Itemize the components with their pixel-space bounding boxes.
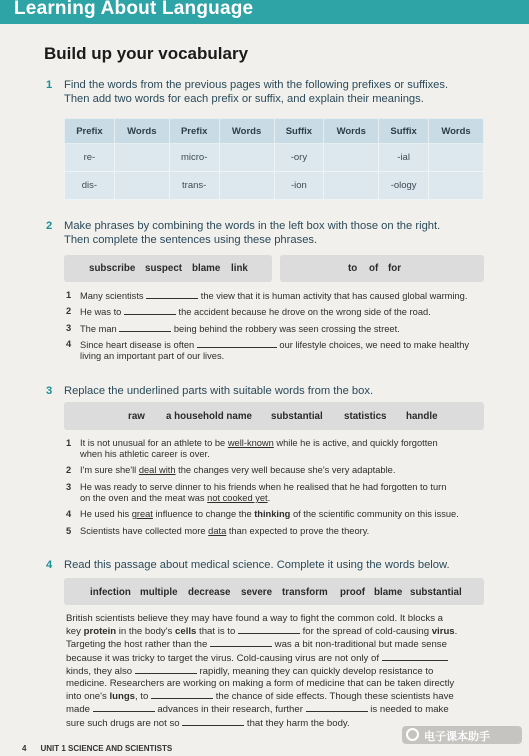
word-chip: raw: [128, 411, 145, 422]
word-chip: link: [231, 263, 248, 274]
sentence-text: on the oven and the meat was: [80, 493, 208, 503]
sentence-number: 2: [66, 306, 72, 316]
bold-word: lungs: [109, 691, 136, 703]
question-number: 4: [46, 559, 53, 571]
answer-blank[interactable]: [210, 638, 272, 647]
sentence-number: 1: [66, 438, 72, 448]
unit-title: UNIT 1 SCIENCE AND SCIENTISTS: [40, 744, 173, 753]
answer-blank[interactable]: [182, 717, 244, 726]
passage-line: kinds, they also rapidly, meaning they can quickly develop resistance to: [66, 665, 434, 677]
table-header: Suffix: [274, 119, 324, 144]
table-cell-input[interactable]: [114, 144, 169, 172]
word-box-left: [64, 255, 272, 282]
word-chip: transform: [282, 587, 328, 598]
sentence-number: 1: [66, 290, 72, 300]
prefix-suffix-table: [64, 118, 484, 200]
question-text: Then complete the sentences using these phrases.: [64, 234, 318, 246]
sentence-text: influence to change the: [152, 509, 255, 519]
word-chip: proof: [340, 587, 366, 598]
word-box: [64, 402, 484, 430]
table-cell: micro-: [169, 144, 219, 172]
table-header-row: [65, 119, 484, 144]
sentence-text: when his athletic career is over.: [80, 449, 210, 459]
word-chip: statistics: [344, 411, 387, 422]
answer-blank[interactable]: [306, 703, 368, 712]
table-cell-input[interactable]: [429, 172, 484, 200]
passage-line: because it was tricky to target the virus. Cold-causing virus are not only of: [66, 652, 488, 665]
answer-blank[interactable]: [146, 290, 198, 299]
table-cell: re-: [65, 144, 115, 172]
word-chip: of: [369, 263, 379, 274]
sentence-text: of the scientific community on this issue.: [290, 509, 459, 519]
sentence-number: 5: [66, 526, 72, 536]
answer-blank[interactable]: [119, 323, 171, 332]
page-header: [0, 0, 529, 24]
table-header: Words: [219, 119, 274, 144]
table-header: Prefix: [169, 119, 219, 144]
sentence-number: 2: [66, 465, 72, 475]
table-row: [65, 172, 484, 200]
bold-word: thinking: [254, 509, 291, 519]
sentence-number: 3: [66, 323, 72, 333]
underlined-phrase: great: [131, 509, 153, 519]
table-row: [65, 144, 484, 172]
word-chip: multiple: [140, 587, 178, 598]
table-cell-input[interactable]: [429, 144, 484, 172]
page-footer: [22, 744, 172, 753]
word-chip: for: [388, 263, 402, 274]
table-cell: -ory: [274, 144, 324, 172]
table-cell-input[interactable]: [324, 172, 379, 200]
table-header: Prefix: [65, 119, 115, 144]
sentence-number: 3: [66, 482, 72, 492]
question-number: 1: [46, 79, 53, 91]
watermark-text: 电子课本助手: [424, 731, 490, 743]
question-number: 2: [46, 220, 53, 232]
sentence-number: 4: [66, 339, 72, 349]
answer-blank[interactable]: [197, 339, 277, 348]
question-text: Find the words from the previous pages with the following prefixes or suffixes.: [64, 79, 449, 91]
table-cell: -ion: [274, 172, 324, 200]
sentence-text: our lifestyle choices, we need to make healthy: [279, 340, 470, 350]
passage-line: made advances in their research, further is needed to make: [66, 704, 449, 716]
sentence-text: He was to: [80, 307, 122, 317]
section-title: Build up your vocabulary: [44, 44, 249, 63]
sentence-text: He used his: [80, 509, 132, 519]
word-chip: blame: [374, 587, 403, 598]
sentence-text: than expected to prove the theory.: [226, 526, 370, 536]
bold-word: protein: [83, 626, 117, 638]
answer-blank[interactable]: [93, 703, 155, 712]
underlined-phrase: data: [208, 526, 227, 536]
word-chip: suspect: [145, 263, 183, 274]
passage-line: Targeting the host rather than the was a bit non-traditional but made sense: [66, 639, 447, 651]
table-cell-input[interactable]: [219, 172, 274, 200]
word-chip: handle: [406, 411, 438, 422]
sentence-text: living an important part of our lives.: [80, 351, 225, 361]
table-header: Suffix: [379, 119, 429, 144]
question-text: Make phrases by combining the words in the left box with those on the right.: [64, 220, 441, 232]
table-cell: dis-: [65, 172, 115, 200]
table-header: Words: [429, 119, 484, 144]
table-cell-input[interactable]: [114, 172, 169, 200]
sentence-text: It is not unusual for an athlete to be: [80, 438, 228, 448]
answer-blank[interactable]: [151, 690, 213, 699]
sentence-text: the changes very well because she's very adaptable.: [175, 465, 396, 475]
reading-passage: [66, 613, 488, 730]
table-header: Words: [114, 119, 169, 144]
word-chip: subscribe: [89, 263, 136, 274]
table-cell: -ology: [379, 172, 429, 200]
passage-line: medicine. Researchers are working on making a form of medicine that can be taken directly: [66, 678, 455, 690]
word-box: [64, 578, 484, 605]
underlined-phrase: well-known: [227, 438, 274, 448]
table-cell: -ial: [379, 144, 429, 172]
chat-bubble-icon: [406, 728, 419, 741]
word-chip: a household name: [166, 411, 253, 422]
watermark: [402, 726, 522, 744]
sentence-text: He was ready to serve dinner to his friends when he realised that he had forgotten to turn: [80, 482, 447, 492]
table-cell-input[interactable]: [219, 144, 274, 172]
passage-line: key protein in the body's cells that is to for the spread of cold-causing virus.: [66, 626, 458, 638]
table-header: Words: [324, 119, 379, 144]
header-title: Learning About Language: [14, 0, 254, 19]
sentence-number: 4: [66, 509, 72, 519]
underlined-phrase: not cooked yet: [207, 493, 268, 503]
bold-word: virus: [431, 626, 455, 638]
question-text: Then add two words for each prefix or suffix, and explain their meanings.: [64, 93, 424, 105]
underlined-phrase: deal with: [138, 465, 176, 475]
table-cell: trans-: [169, 172, 219, 200]
word-box-right: [280, 255, 484, 282]
word-chip: blame: [192, 263, 221, 274]
passage-line: British scientists believe they may have found a way to fight the common cold. It blocks a: [66, 613, 444, 624]
sentence-text: while he is active, and quickly forgotten: [273, 438, 438, 448]
sentence-text: The man: [80, 324, 117, 334]
answer-blank[interactable]: [382, 652, 448, 661]
word-chip: to: [348, 263, 358, 274]
word-chip: infection: [90, 587, 131, 598]
table-cell-input[interactable]: [324, 144, 379, 172]
word-chip: substantial: [410, 587, 462, 598]
bold-word: cells: [175, 626, 197, 638]
sentence-text: Many scientists: [80, 291, 144, 301]
sentence-text: Since heart disease is often: [80, 340, 195, 350]
answer-blank[interactable]: [124, 306, 176, 315]
passage-line: sure such drugs are not so that they harm the body.: [66, 717, 350, 729]
sentence-text: .: [267, 493, 271, 503]
word-chip: decrease: [188, 587, 231, 598]
word-chip: severe: [241, 587, 273, 598]
sentence-text: I'm sure she'll: [80, 465, 139, 475]
question-text: Replace the underlined parts with suitable words from the box.: [64, 385, 374, 397]
sentence-text: Scientists have collected more: [80, 526, 209, 536]
word-chip: substantial: [271, 411, 323, 422]
passage-line: into one's lungs, to the chance of side effects. Though these scientists have: [66, 691, 454, 703]
answer-blank[interactable]: [238, 625, 300, 634]
answer-blank[interactable]: [135, 665, 197, 674]
question-number: 3: [46, 385, 53, 397]
page-number: 4: [22, 744, 27, 753]
question-text: Read this passage about medical science. Complete it using the words below.: [64, 559, 450, 571]
sentence-text: being behind the robbery was seen crossing the street.: [173, 324, 400, 334]
sentence-text: the view that it is human activity that has caused global warming.: [200, 291, 468, 301]
sentence-text: the accident because he drove on the wrong side of the road.: [178, 307, 431, 317]
